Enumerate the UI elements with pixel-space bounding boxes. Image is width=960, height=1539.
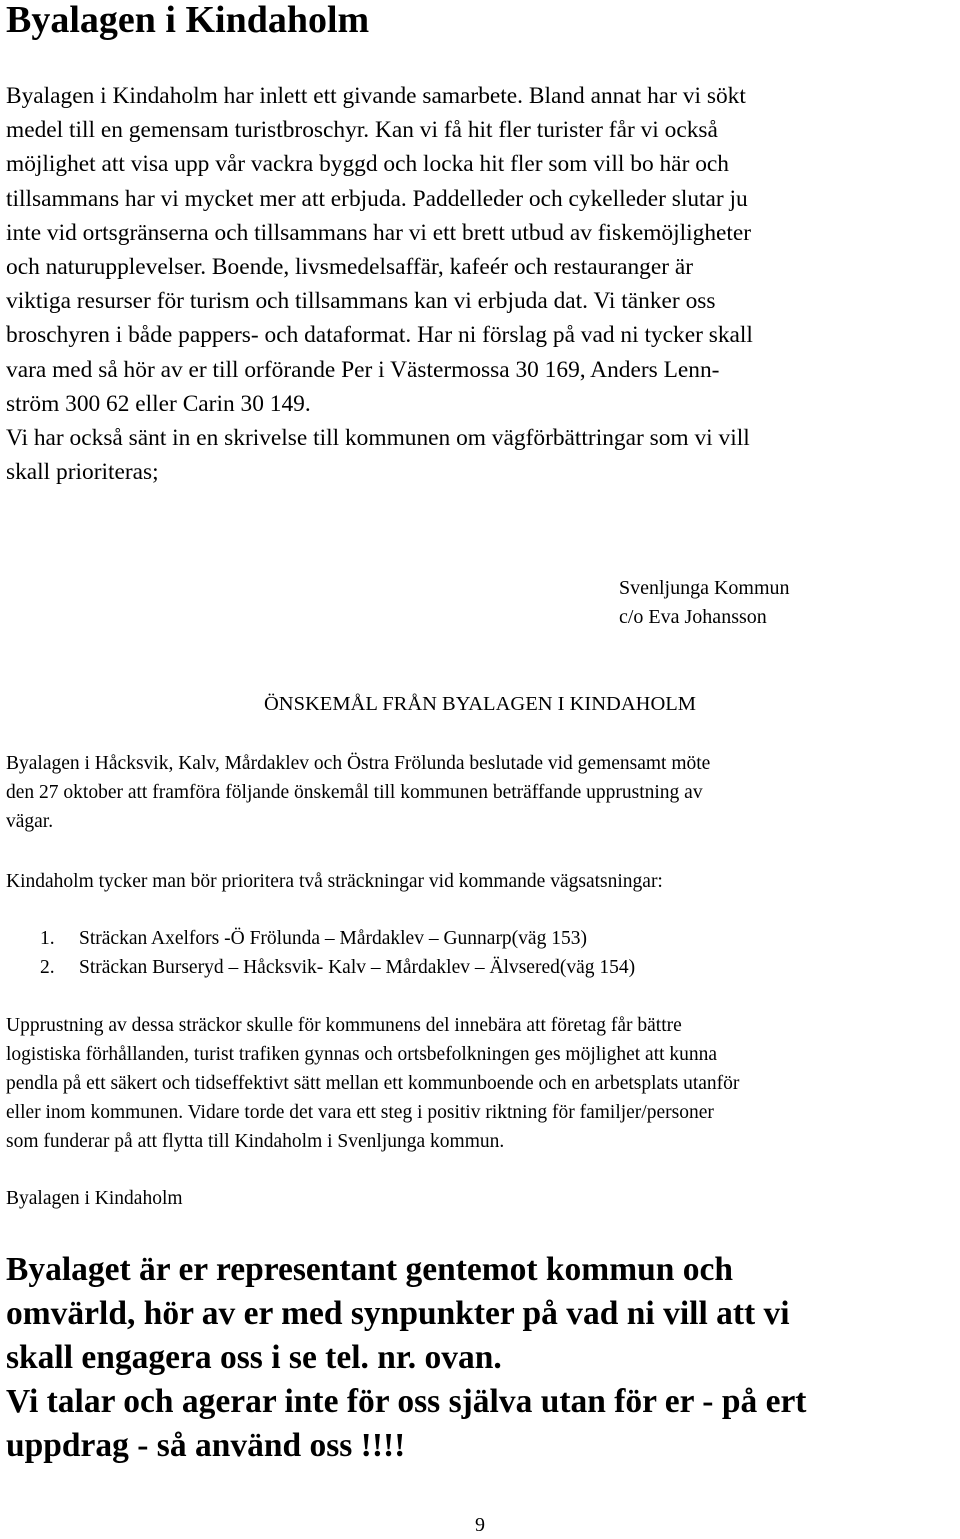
letter-intro-paragraph: Byalagen i Håcksvik, Kalv, Mårdaklev och Östra Frölunda beslutade vid gemensamt möte den 27 oktober att framföra följande önskemål till kommunen beträffande upprustning av vägar. [6, 753, 711, 832]
letter-heading: ÖNSKEMÅL FRÅN BYALAGEN I KINDAHOLM [263, 693, 696, 715]
intro-paragraph: Byalagen i Kindaholm har inlett ett givande samarbete. Bland annat har vi sökt medel till en gemensam turistbroschyr. Kan vi få hit fler turister får vi också möjlighet att visa upp vår vackra byggd och locka hit fler som vill bo här och tillsammans har vi mycket mer att erbjuda. Paddelleder och cykelleder slutar ju inte vid ortsgränserna och tillsammans har vi ett brett utbud av fiskemöjligheter och naturupplevelser. Boende, livsmedelsaffär, kafeér och restauranger är viktiga resurser för turism och tillsammans kan vi erbjuda dat. Vi tänker oss broschyren i både pappers- och dataformat. Har ni förslag på vad ni tycker skall vara med så hör av er till orförande Per i Västermossa 30 169, Anders Lenn- ström 300 62 eller Carin 30 149. Vi har också sänt in en skrivelse till kommunen om vägförbättringar som vi vill skall prioriteras; [6, 83, 753, 486]
list-item-text: Sträckan Axelfors -Ö Frölunda – Mårdaklev – Gunnarp(väg 153) [79, 928, 587, 949]
recipient-line-1: Svenljunga Kommun [619, 577, 790, 599]
recipient-line-2: c/o Eva Johansson [619, 606, 767, 628]
list-item-number: 2. [40, 957, 55, 978]
page-title: Byalagen i Kindaholm [6, 0, 370, 41]
page-number: 9 [475, 1514, 485, 1536]
closing-statement: Byalaget är er representant gentemot kommun och omvärld, hör av er med synpunkter på vad ni vill att vi skall engagera oss i se tel. nr. ovan. Vi talar och agerar inte för oss själva utan för er - på ert uppdrag - så använd oss !!!! [6, 1251, 807, 1464]
letter-priority-paragraph: Kindaholm tycker man bör prioritera två sträckningar vid kommande vägsatsningar: [6, 871, 663, 892]
letter-signature: Byalagen i Kindaholm [6, 1188, 183, 1209]
list-item-text: Sträckan Burseryd – Håcksvik- Kalv – Mårdaklev – Älvsered(väg 154) [79, 957, 636, 978]
list-item-number: 1. [40, 928, 55, 949]
letter-motivation-paragraph: Upprustning av dessa sträckor skulle för kommunens del innebära att företag får bättre logistiska förhållanden, turist trafiken gynnas och ortsbefolkningen ges möjlighet att kunna pendla på ett säkert och tidseffektivt sätt mellan ett kommunboende och en arbetsplats utanför eller inom kommunen. Vidare torde det vara ett steg i positiv riktning för familjer/personer som funderar på att flytta till Kindaholm i Svenljunga kommun. [6, 1015, 740, 1152]
